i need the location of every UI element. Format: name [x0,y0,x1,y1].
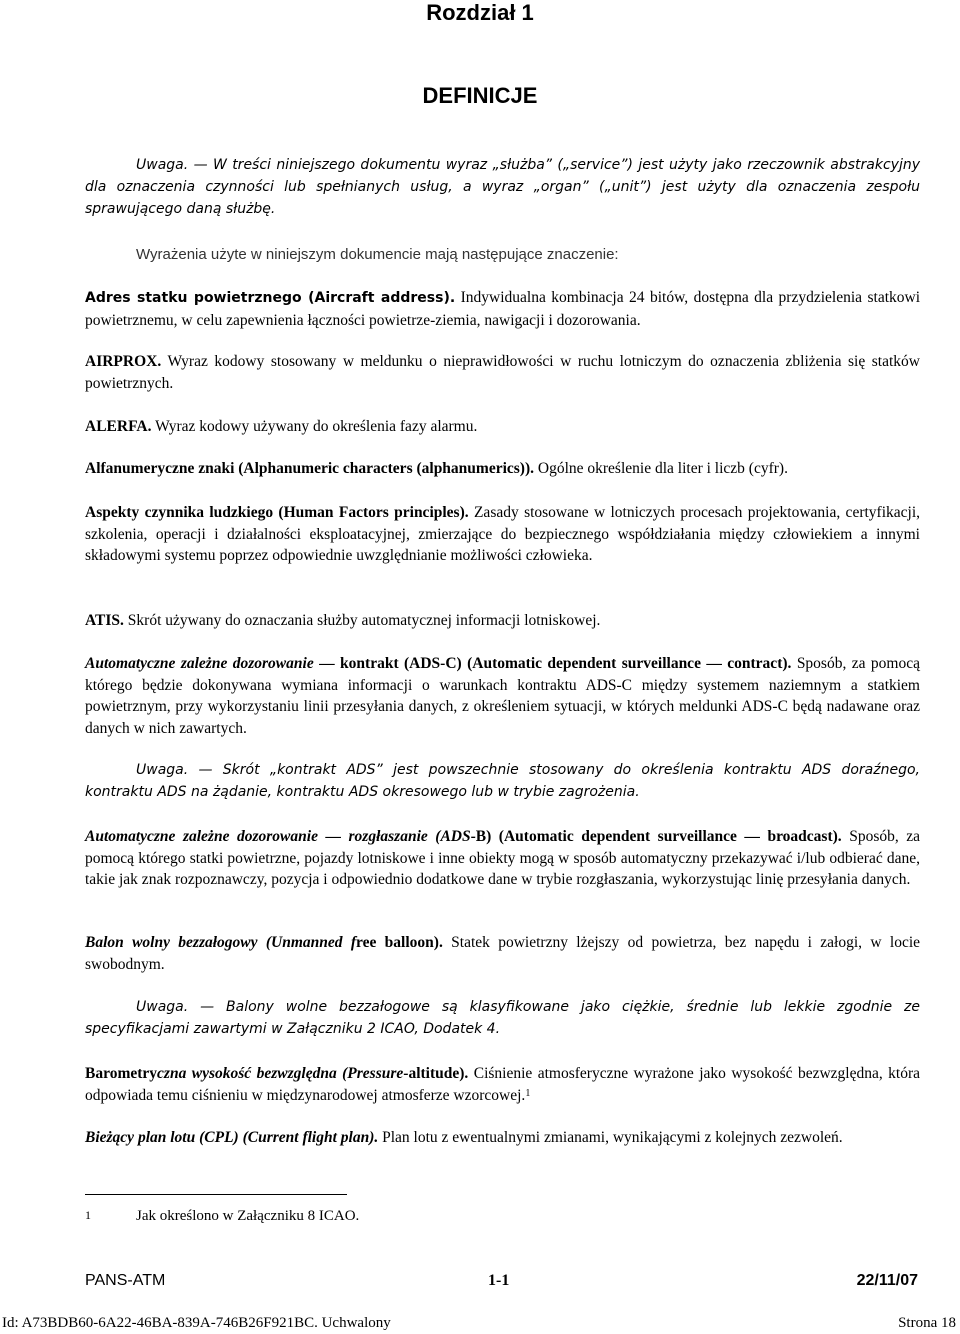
definition-barometryczna [85,1063,920,1106]
definition-balon [85,932,920,975]
definition-aspekty [85,502,920,567]
definition-term: ATIS. [85,612,124,629]
note-balon [85,996,920,1040]
definition-text: Plan lotu z ewentualnymi zmianami, wynikającymi z kolejnych zezwoleń. [382,1129,843,1146]
definition-term: Barometry [85,1065,158,1082]
definition-term: AIRPROX. [85,353,162,370]
definition-term: ree balloon). [356,934,443,951]
note-text: Skrót „kontrakt ADS” jest powszechnie stosowany do określenia kontraktu ADS doraźnego, kontraktu ADS na żądanie, kontraktu ADS okresowego lub w trybie zagrożenia. [85,762,920,800]
definition-term-end: -altitude). [403,1065,469,1082]
footer-date: 22/11/07 [856,1272,918,1289]
definition-term: ALERFA. [85,418,152,435]
definition-text: Ogólne określenie dla liter i liczb (cyfr). [537,460,788,477]
definition-term: -B) (Automatic dependent surveillance — broadcast). [470,828,842,845]
definition-text: Zasady stosowane w lotniczych procesach projektowania, certyfikacji, szkolenia, operacji i działalności eksploatacyjnej, zmierzające do bezpiecznego współdziałania między człowiekiem a innymi składowymi systemu poprzez odpowiednie uwzględnianie możliwości człowieka. [85,504,921,564]
definition-ads-b [85,826,920,891]
footer-left: PANS-ATM [85,1272,166,1289]
definition-text: Ciśnienie atmosferyczne wyrażone jako wysokość bezwzględna, która odpowiada temu ciśnieniu w międzynarodowej atmosferze wzorcowej. [85,1065,921,1104]
footnote-text: Jak określono w Załączniku 8 ICAO. [136,1208,360,1224]
document-id: Id: A73BDB60-6A22-46BA-839A-746B26F921BC. Uchwalony [2,1315,391,1331]
footer-page-number: 1-1 [488,1272,510,1289]
definition-term: Bieżący plan lotu (CPL) (Current flight plan). [85,1129,379,1146]
intro-line: Wyrażenia użyte w niniejszym dokumencie mają następujące znaczenie: [136,246,619,263]
definition-term: Adres statku powietrznego (Aircraft address). [85,290,456,306]
definition-term-italic: Balon wolny bezzałogowy (Unmanned f [85,934,356,951]
definition-term: — kontrakt (ADS-C) (Automatic dependent surveillance — contract). [319,655,792,672]
page-indicator: Strona 18 [898,1315,956,1331]
note-ads-c [85,759,920,803]
footnote-ref: 1 [525,1087,531,1099]
definition-text: Sposób, za pomocą którego będzie dokonywana wymiana informacji o warunkach kontraktu ADS-C między systemem naziemnym a statkiem powietrznym, przy wykorzystaniu linii przesyłania danych, z określeniem sytuacji, w których meldunki ADS-C będą nadawane oraz danych w nich zawartych. [85,655,920,737]
definition-alerfa [85,416,920,438]
definition-term-italic: Automatyczne zależne dozorowanie — rozgłaszanie (ADS [85,828,471,845]
chapter-heading: Rozdział 1 [426,0,534,25]
definition-term-italic: Automatyczne zależne dozorowanie [85,655,314,672]
definition-text: Wyraz kodowy używany do określenia fazy alarmu. [155,418,478,435]
definition-text: Indywidualna kombinacja 24 bitów, dostępna dla przydzielenia statkowi powietrznemu, w celu zapewnienia łączności powietrze-ziemia, nawigacji i dozorowania. [85,289,920,329]
note-label: Uwaga. — [136,762,213,778]
footnote-divider [85,1194,347,1195]
definition-airprox [85,351,920,394]
definition-atis [85,610,920,632]
footnote [85,1208,359,1225]
definition-text: Wyraz kodowy stosowany w meldunku o nieprawidłowości w ruchu lotniczym do oznaczenia zbliżenia się statków powietrznych. [85,353,920,392]
note-label: Uwaga. — [136,999,215,1015]
definition-text: Statek powietrzny lżejszy od powietrza, bez napędu i załogi, w locie swobodnym. [85,934,921,973]
note-label: Uwaga. — [136,157,208,173]
section-title: DEFINICJE [422,83,538,108]
note-text: W treści niniejszego dokumentu wyraz „służba” („service”) jest użyty jako rzeczownik abstrakcyjny dla oznaczenia czynności lub spełnianych usług, a wyraz „organ” („unit”) jest użyty dla oznaczenia zespołu sprawującego daną służbę. [85,157,920,217]
definition-alfanumeryczne [85,458,920,480]
definition-term: Alfanumeryczne znaki (Alphanumeric characters (alphanumerics)). [85,460,535,477]
definition-cpl [85,1127,920,1149]
definition-term-italic: czna wysokość bezwzględna (Pressure [157,1065,404,1082]
intro-note [85,154,920,220]
definition-adres [85,287,920,331]
note-text: Balony wolne bezzałogowe są klasyfikowane jako ciężkie, średnie lub lekkie zgodnie ze specyfikacjami zawartymi w Załączniku 2 ICAO, Dodatek 4. [85,999,920,1037]
definition-ads-c [85,653,920,739]
definition-term: Aspekty czynnika ludzkiego (Human Factors principles). [85,504,469,521]
definition-text: Skrót używany do oznaczania służby automatycznej informacji lotniskowej. [127,612,601,629]
footnote-number: 1 [85,1208,91,1222]
definition-text: Sposób, za pomocą którego statki powietrzne, pojazdy lotniskowe i inne obiekty mogą w sposób automatyczny przekazywać i/lub odbierać dane, takie jak znak rozpoznawczy, pozycja i odpowiednio dodatkowe dane w trybie rozgłaszania, wykorzystując linię przesyłania danych. [85,828,921,888]
